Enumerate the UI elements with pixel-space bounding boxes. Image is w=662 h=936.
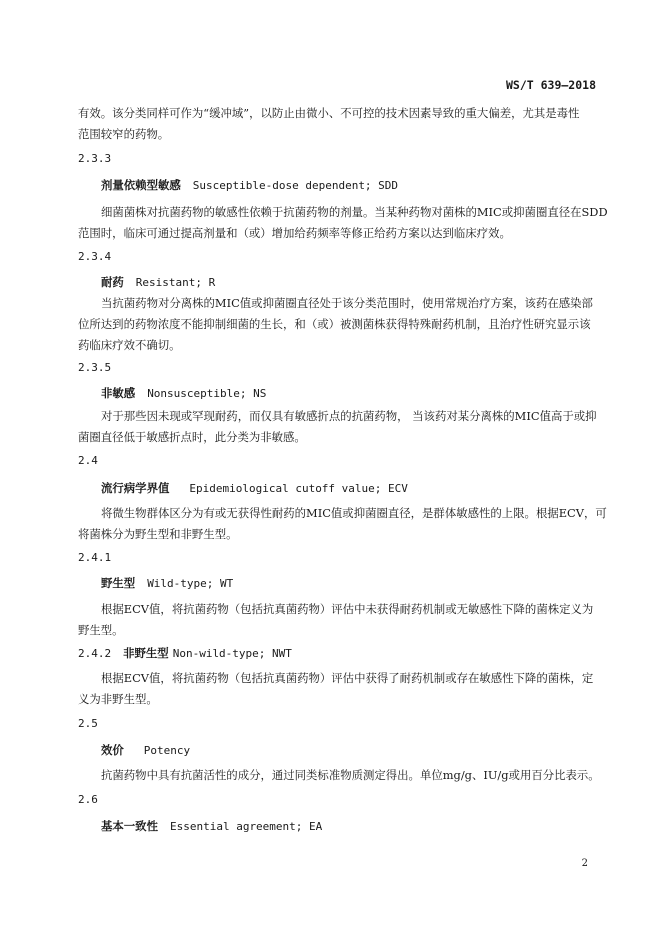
paragraph-continued: 有效。该分类同样可作为“缓冲域”，以防止由微小、不可控的技术因素导致的重大偏差，尤其是毒性 范围较窄的药物。 bbox=[78, 106, 580, 141]
term-heading-wild-type: 野生型 Wild-type; WT bbox=[101, 576, 234, 590]
term-heading-potency: 效价 Potency bbox=[101, 743, 191, 757]
section-number-2-6: 2.6 bbox=[78, 793, 98, 806]
term-heading-resistant: 耐药 Resistant; R bbox=[101, 275, 216, 289]
term-heading-essential-agreement: 基本一致性 Essential agreement; EA bbox=[101, 819, 323, 833]
definition-sdd: 细菌菌株对抗菌药物的敏感性依赖于抗菌药物的剂量。当某种药物对菌株的MIC或抑菌圈直径在SDD 范围时，临床可通过提高剂量和（或）增加给药频率等修正给药方案以达到临床疗效。 bbox=[78, 205, 608, 240]
term-heading-non-wild-type: 2.4.2 非野生型 Non-wild-type; NWT bbox=[78, 646, 292, 660]
definition-wild-type: 根据ECV值，将抗菌药物（包括抗真菌药物）评估中未获得耐药机制或无敏感性下降的菌株定义为 野生型。 bbox=[78, 602, 594, 637]
section-number-2-4-2: 2.4.2 bbox=[78, 647, 112, 660]
term-heading-sdd: 剂量依赖型敏感 Susceptible-dose dependent; SDD bbox=[101, 178, 399, 192]
section-number-2-3-3: 2.3.3 bbox=[78, 152, 112, 165]
term-heading-nonsusceptible: 非敏感 Nonsusceptible; NS bbox=[101, 386, 267, 400]
page-number: 2 bbox=[581, 858, 588, 869]
standard-code-header: WS/T 639—2018 bbox=[505, 78, 596, 92]
definition-potency: 抗菌药物中具有抗菌活性的成分，通过同类标准物质测定得出。单位mg/g、IU/g或用百分比表示。 bbox=[101, 768, 600, 782]
section-number-2-3-5: 2.3.5 bbox=[78, 361, 112, 374]
section-number-2-3-4: 2.3.4 bbox=[78, 250, 112, 263]
section-number-2-4-1: 2.4.1 bbox=[78, 551, 112, 564]
term-heading-ecv: 流行病学界值 Epidemiological cutoff value; ECV bbox=[101, 481, 408, 495]
definition-non-wild-type: 根据ECV值，将抗菌药物（包括抗真菌药物）评估中获得了耐药机制或存在敏感性下降的菌株，定 义为非野生型。 bbox=[78, 671, 594, 706]
section-number-2-4: 2.4 bbox=[78, 454, 98, 467]
definition-ecv: 将微生物群体区分为有或无获得性耐药的MIC值或抑菌圈直径，是群体敏感性的上限。根据ECV，可 将菌株分为野生型和非野生型。 bbox=[78, 506, 607, 541]
section-number-2-5: 2.5 bbox=[78, 717, 98, 730]
definition-nonsusceptible: 对于那些因未现或罕现耐药，而仅具有敏感折点的抗菌药物， 当该药对某分离株的MIC值高于或抑 菌圈直径低于敏感折点时，此分类为非敏感。 bbox=[78, 409, 597, 444]
definition-resistant: 当抗菌药物对分离株的MIC值或抑菌圈直径处于该分类范围时，使用常规治疗方案，该药在感染部 位所达到的药物浓度不能抑制细菌的生长，和（或）被测菌株获得特殊耐药机制，且治疗性研究显示该 药临床疗效不确切。 bbox=[78, 296, 593, 352]
